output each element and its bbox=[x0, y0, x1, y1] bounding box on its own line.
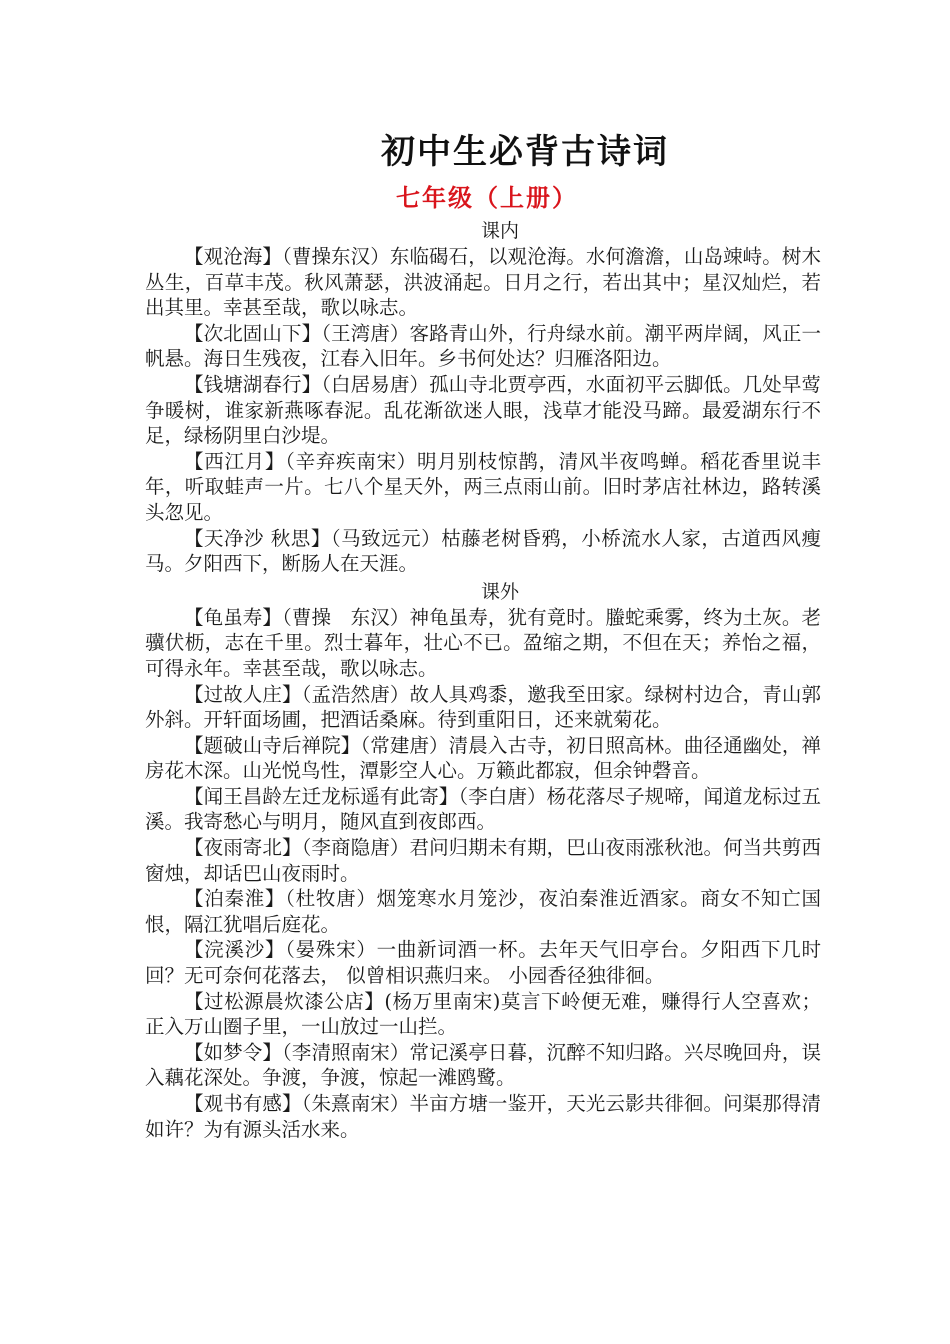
poem-text: 一曲新词酒一杯。去年天气旧亭台。夕阳西下几时回？无可奈何花落去， 似曾相识燕归来。 小园香径独徘徊。 bbox=[145, 938, 821, 988]
poem-text: 客路青山外，行舟绿水前。潮平两岸阔，风正一帆悬。海日生残夜，江春入旧年。乡书何处达？归雁洛阳边。 bbox=[145, 321, 821, 371]
poem-text: 半亩方塘一鉴开，天光云影共徘徊。问渠那得清如许？为有源头活水来。 bbox=[145, 1092, 821, 1141]
poem-heading: 【如梦令】（李清照南宋） bbox=[184, 1040, 410, 1064]
poem-heading: 【钱塘湖春行】（白居易唐） bbox=[184, 372, 430, 396]
poem-heading: 【西江月】（辛弃疾南宋） bbox=[184, 449, 418, 473]
poem-entry bbox=[145, 1040, 821, 1091]
poem-text: 孤山寺北贾亭西，水面初平云脚低。几处早莺争暖树，谁家新燕啄春泥。乱花渐欲迷人眼，浅草才能没马蹄。最爱湖东行不足，绿杨阴里白沙堤。 bbox=[145, 372, 821, 448]
poem-heading: 【夜雨寄北】（李商隐唐） bbox=[184, 836, 410, 860]
poem-entry bbox=[145, 449, 821, 526]
poem-heading: 【闻王昌龄左迁龙标遥有此寄】（李白唐） bbox=[184, 784, 547, 808]
section-heading-outer: 课外 bbox=[480, 580, 519, 603]
section-heading-inner: 课内 bbox=[480, 220, 519, 242]
poem-entry bbox=[145, 784, 821, 835]
poem-entry bbox=[145, 937, 821, 988]
document-page bbox=[145, 128, 821, 1142]
poem-heading: 【泊秦淮】（杜牧唐） bbox=[184, 887, 377, 911]
page-title: 初中生必背古诗词 bbox=[381, 132, 669, 172]
poem-heading: 【次北固山下】（王湾唐） bbox=[184, 321, 410, 345]
poem-entry bbox=[145, 526, 821, 577]
poem-entry bbox=[145, 733, 821, 784]
poem-heading: 【过故人庄】（孟浩然唐） bbox=[184, 682, 410, 706]
poem-heading: 【观书有感】（朱熹南宋） bbox=[184, 1092, 410, 1115]
poem-entry bbox=[145, 886, 821, 937]
poem-text: 杨花落尽子规啼，闻道龙标过五溪。我寄愁心与明月，随风直到夜郎西。 bbox=[145, 784, 821, 834]
poem-entry bbox=[145, 835, 821, 886]
poem-text: 故人具鸡黍，邀我至田家。绿树村边合，青山郭外斜。开轩面场圃，把酒话桑麻。待到重阳日，还来就菊花。 bbox=[145, 682, 821, 732]
poem-heading: 【浣溪沙】（晏殊宋） bbox=[184, 938, 377, 962]
poem-text: 清晨入古寺，初日照高林。曲径通幽处，禅房花木深。山光悦鸟性，潭影空人心。万籁此都寂，但余钟磬音。 bbox=[145, 733, 821, 783]
poem-entry bbox=[145, 682, 821, 733]
poem-text: 东临碣石，以观沧海。水何澹澹，山岛竦峙。树木丛生，百草丰茂。秋风萧瑟，洪波涌起。日月之行，若出其中；星汉灿烂，若出其里。幸甚至哉，歌以咏志。 bbox=[145, 245, 821, 320]
poem-entry bbox=[145, 372, 821, 449]
poem-heading: 【观沧海】（曹操东汉） bbox=[184, 245, 390, 268]
poem-text: 常记溪亭日暮，沉醉不知归路。兴尽晚回舟，误入藕花深处。争渡，争渡，惊起一滩鸥鹭。 bbox=[145, 1040, 821, 1090]
poem-entry bbox=[145, 605, 821, 682]
poem-text: 烟笼寒水月笼沙，夜泊秦淮近酒家。商女不知亡国恨，隔江犹唱后庭花。 bbox=[145, 887, 821, 936]
poem-heading: 【天净沙 秋思】（马致远元） bbox=[184, 526, 442, 550]
poem-entry bbox=[145, 244, 821, 321]
poem-text: 枯藤老树昏鸦，小桥流水人家，古道西风瘦马。夕阳西下，断肠人在天涯。 bbox=[145, 526, 821, 576]
grade-heading: 七年级（上册） bbox=[396, 183, 578, 212]
poem-text: 神龟虽寿，犹有竟时。螣蛇乘雾，终为土灰。老骥伏枥，志在千里。烈士暮年，壮心不已。盈缩之期，不但在天；养怡之福，可得永年。幸甚至哉，歌以咏志。 bbox=[145, 605, 821, 680]
poem-heading: 【过松源晨炊漆公店】(杨万里南宋) bbox=[184, 989, 501, 1013]
poem-heading: 【龟虽寿】（曹操 东汉） bbox=[184, 605, 410, 629]
poem-entry bbox=[145, 989, 821, 1040]
poem-entry bbox=[145, 321, 821, 372]
poem-heading: 【题破山寺后禅院】（常建唐） bbox=[184, 733, 449, 757]
poem-text: 君问归期未有期，巴山夜雨涨秋池。何当共剪西窗烛，却话巴山夜雨时。 bbox=[145, 836, 821, 885]
poem-text: 莫言下岭便无难，赚得行人空喜欢；正入万山圈子里，一山放过一山拦。 bbox=[145, 989, 821, 1039]
poem-entry bbox=[145, 1091, 821, 1142]
poem-text: 明月别枝惊鹊，清风半夜鸣蝉。稻花香里说丰年，听取蛙声一片。七八个星天外，两三点雨山前。旧时茅店社林边，路转溪头忽见。 bbox=[145, 449, 821, 524]
